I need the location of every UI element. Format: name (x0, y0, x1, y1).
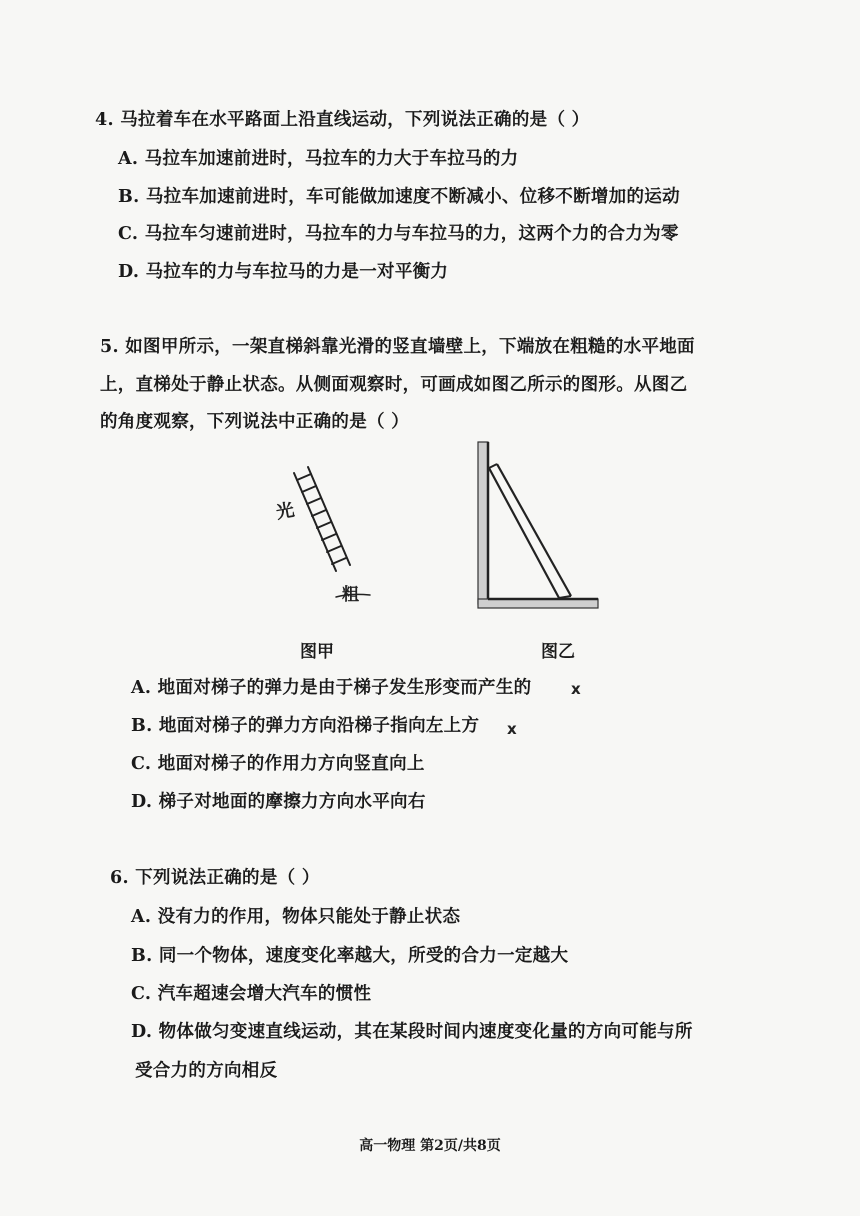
q5-option-b: B. 地面对梯子的弹力方向沿梯子指向左上方 (131, 716, 480, 736)
handwritten-x-mark-b: x (507, 720, 517, 738)
page-footer: 高一物理 第2页/共8页 (359, 1138, 501, 1154)
q6-option-b: B. 同一个物体，速度变化率越大，所受的合力一定越大 (131, 946, 569, 966)
figure-b-ladder-diagram (475, 440, 605, 610)
q5-option-c: C. 地面对梯子的作用力方向竖直向上 (131, 754, 425, 774)
q6-option-d: D. 物体做匀变速直线运动，其在某段时间内速度变化量的方向可能与所 (131, 1022, 693, 1042)
figure-a-label-rough: 粗 (342, 585, 359, 605)
figure-b-caption: 图乙 (541, 642, 575, 662)
q4-stem: 4. 马拉着车在水平路面上沿直线运动，下列说法正确的是（ ） (95, 110, 590, 130)
q5-stem-line-1: 5. 如图甲所示，一架直梯斜靠光滑的竖直墙壁上，下端放在粗糙的水平地面 (100, 337, 695, 357)
q4-option-c: C. 马拉车匀速前进时，马拉车的力与车拉马的力，这两个力的合力为零 (118, 224, 679, 244)
q6-option-c: C. 汽车超速会增大汽车的惯性 (131, 984, 372, 1004)
q4-option-b: B. 马拉车加速前进时，车可能做加速度不断减小、位移不断增加的运动 (118, 187, 680, 207)
q5-stem-line-2: 上，直梯处于静止状态。从侧面观察时，可画成如图乙所示的图形。从图乙 (100, 375, 688, 395)
q4-option-d: D. 马拉车的力与车拉马的力是一对平衡力 (118, 262, 449, 282)
handwritten-x-mark-a: x (571, 680, 581, 698)
q5-option-d: D. 梯子对地面的摩擦力方向水平向右 (131, 792, 426, 812)
figure-a-label-smooth: 光 (274, 499, 296, 524)
q6-stem: 6. 下列说法正确的是（ ） (110, 868, 320, 888)
q4-option-a: A. 马拉车加速前进时，马拉车的力大于车拉马的力 (118, 149, 519, 169)
q6-option-d-continuation: 受合力的方向相反 (135, 1061, 278, 1081)
figure-a-ladder-sketch (270, 465, 390, 605)
q6-option-a: A. 没有力的作用，物体只能处于静止状态 (131, 907, 461, 927)
q5-option-a: A. 地面对梯子的弹力是由于梯子发生形变而产生的 (131, 678, 532, 698)
q5-stem-line-3: 的角度观察，下列说法中正确的是（ ） (100, 412, 409, 432)
figure-a-caption: 图甲 (300, 642, 334, 662)
